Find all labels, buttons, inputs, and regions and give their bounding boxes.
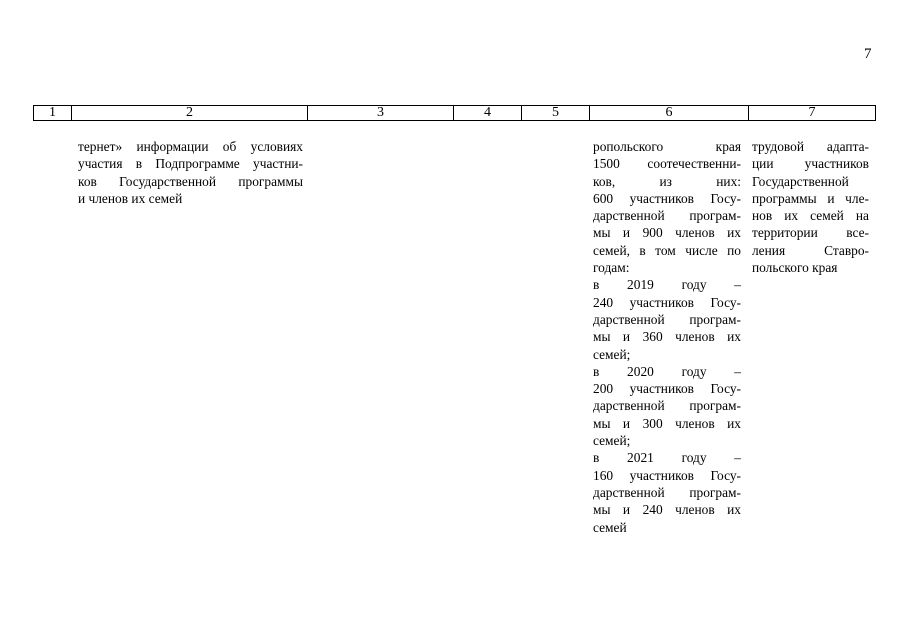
col6-line: ропольского края	[593, 139, 741, 154]
column-2-text	[78, 138, 303, 207]
col7-line: ции участников	[752, 156, 869, 172]
header-cell-3: 3	[308, 106, 454, 121]
col7-line: польского края	[752, 260, 838, 276]
col6-line: семей;	[593, 346, 631, 362]
header-cell-2: 2	[72, 106, 308, 121]
col6-line: дарственной програм-	[593, 311, 741, 327]
col6-line: семей, в том числе по	[593, 242, 741, 258]
col2-line: участия в Подпрограмме участни-	[78, 156, 303, 172]
col6-line: 240 участников Госу-	[593, 294, 741, 310]
column-6-text	[593, 138, 741, 536]
col6-line: семей	[593, 519, 627, 535]
col7-line: программы и чле-	[752, 190, 869, 206]
col6-line: дарственной програм-	[593, 208, 741, 224]
col6-line: 600 участников Госу-	[593, 190, 741, 206]
col6-line: в 2019 году –	[593, 277, 741, 293]
col6-line: годам:	[593, 260, 630, 276]
col6-line: мы и 240 членов их	[593, 502, 741, 518]
col6-line: дарственной програм-	[593, 398, 741, 414]
col7-line: нов их семей на	[752, 208, 869, 224]
header-cell-5: 5	[522, 106, 590, 121]
col6-line: дарственной програм-	[593, 484, 741, 500]
col2-line: ков Государственной программы	[78, 173, 303, 189]
col7-line: трудовой адапта-	[752, 139, 869, 154]
col6-line: мы и 360 членов их	[593, 329, 741, 345]
page-number: 7	[864, 46, 872, 62]
col6-line: ков, из них:	[593, 173, 741, 189]
header-cell-7: 7	[749, 106, 876, 121]
col6-line: мы и 900 членов их	[593, 225, 741, 241]
col2-line: тернет» информации об условиях	[78, 139, 303, 154]
header-cell-6: 6	[590, 106, 749, 121]
col6-line: 160 участников Госу-	[593, 467, 741, 483]
col2-line: и членов их семей	[78, 190, 183, 206]
col6-line: в 2020 году –	[593, 363, 741, 379]
column-number-header	[33, 105, 876, 121]
header-cell-4: 4	[454, 106, 522, 121]
column-7-text	[752, 138, 869, 276]
header-cell-1: 1	[34, 106, 72, 121]
col7-line: ления Ставро-	[752, 242, 869, 258]
col6-line: 200 участников Госу-	[593, 381, 741, 397]
col6-line: в 2021 году –	[593, 450, 741, 466]
col6-line: семей;	[593, 433, 631, 449]
col6-line: мы и 300 членов их	[593, 415, 741, 431]
col7-line: Государственной	[752, 173, 849, 189]
col6-line: 1500 соотечественни-	[593, 156, 741, 172]
col7-line: территории все-	[752, 225, 869, 241]
